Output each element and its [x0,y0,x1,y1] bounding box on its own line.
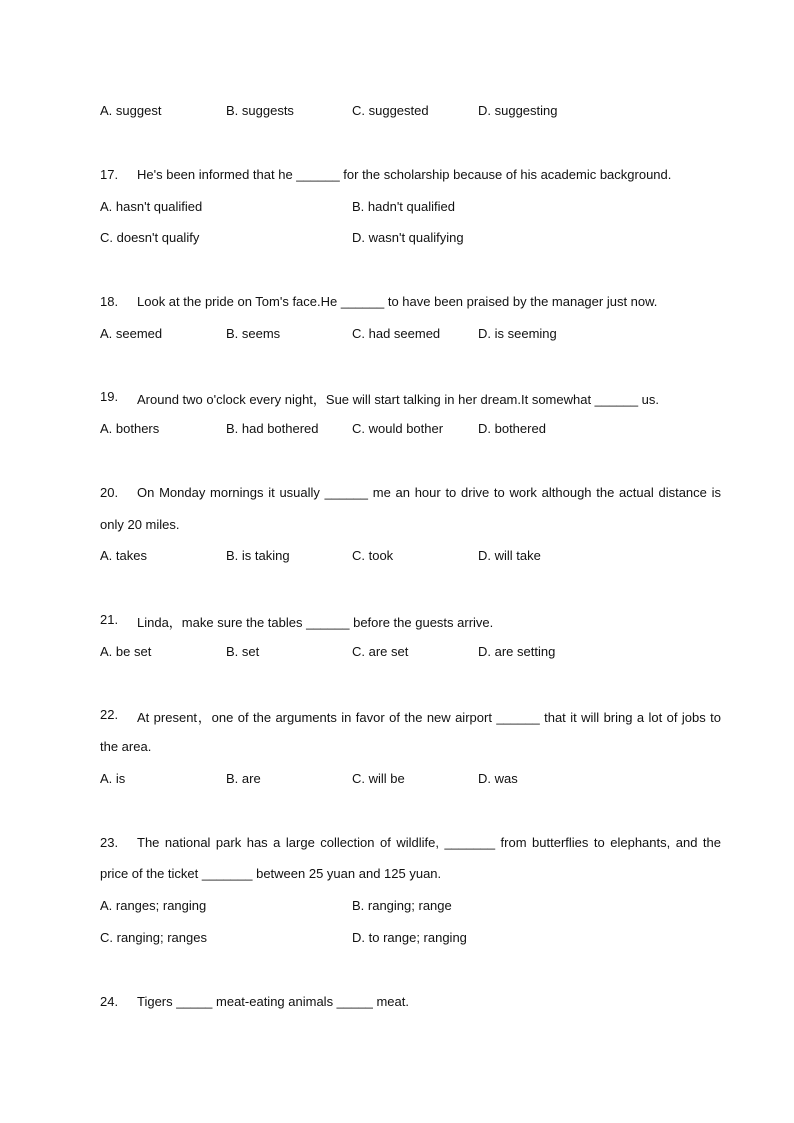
option-b: B. had bothered [226,421,319,436]
question-number: 23. [100,835,119,850]
question-number: 21. [100,612,119,627]
option-d: D. will take [478,548,541,563]
question-text-line-2: the area. [100,739,152,754]
option-c: C. doesn't qualify [100,230,200,245]
option-a: A. be set [100,644,152,659]
option-a: A. hasn't qualified [100,199,203,214]
option-d: D. was [478,771,518,786]
option-c: C. had seemed [352,326,441,341]
option-b: B. is taking [226,548,290,563]
option-b: B. hadn't qualified [352,199,455,214]
option-c: C. took [352,548,394,563]
option-c: C. are set [352,644,409,659]
question-text: Look at the pride on Tom's face.He ______ to have been praised by the manager just now. [137,294,658,309]
question-text-line-2: price of the ticket _______ between 25 yuan and 125 yuan. [100,866,442,881]
question-text: He's been informed that he ______ for the scholarship because of his academic background. [137,167,672,182]
question-number: 22. [100,707,119,722]
option-c: C. will be [352,771,405,786]
option-d: D. to range; ranging [352,930,467,945]
question-text-line-1: On Monday mornings it usually ______ me an hour to drive to work although the actual distance is [137,485,721,500]
option-b: B. seems [226,326,281,341]
option-a: A. bothers [100,421,160,436]
option-c: C. suggested [352,103,429,118]
question-text-line-2: only 20 miles. [100,517,180,532]
option-d: D. bothered [478,421,546,436]
option-a: A. ranges; ranging [100,898,207,913]
question-number: 24. [100,994,119,1009]
question-number: 18. [100,294,119,309]
option-a: A. seemed [100,326,163,341]
option-d: D. wasn't qualifying [352,230,464,245]
option-b: B. suggests [226,103,294,118]
question-number: 17. [100,167,119,182]
option-a: A. suggest [100,103,162,118]
option-d: D. suggesting [478,103,558,118]
question-number: 20. [100,485,119,500]
option-d: D. is seeming [478,326,557,341]
question-number: 19. [100,389,119,404]
option-a: A. is [100,771,126,786]
question-text: Around two o'clock every night，Sue will start talking in her dream.It somewhat ______ us. [137,392,660,407]
question-text-line-1: The national park has a large collection of wildlife, _______ from butterflies to elephants, and the [137,835,721,850]
option-b: B. set [226,644,260,659]
option-c: C. ranging; ranges [100,930,207,945]
option-a: A. takes [100,548,147,563]
option-b: B. are [226,771,261,786]
question-text-line-1: At present，one of the arguments in favor of the new airport ______ that it will bring a lot of jobs to [137,710,721,725]
question-text: Tigers _____ meat-eating animals _____ meat. [137,994,409,1009]
question-text: Linda，make sure the tables ______ before the guests arrive. [137,615,494,630]
option-c: C. would bother [352,421,444,436]
option-d: D. are setting [478,644,556,659]
option-b: B. ranging; range [352,898,452,913]
